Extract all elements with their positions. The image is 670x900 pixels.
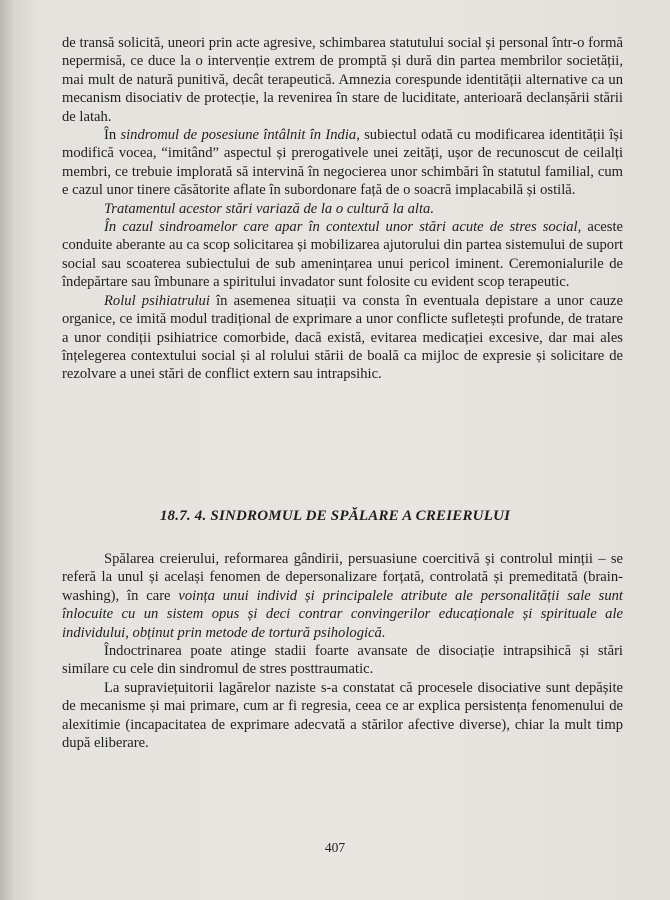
italic-run: voința unui individ și principalele atribute ale personalității sale sunt înlocuite cu un sistem opus și deci contrar convingerilor educaționale și spirituale ale individului, obținut prin metode de tortură psihologică. [62,587,623,641]
text-run: , subiectul odată cu modificarea identității își modifică vocea, “imitând” aspectul și prerogativele unei zeități, ușor de recunoscut de ceilalți membri, ce trebuie implorată să intervină în negocierea unor schimbări în statutul familial, cum e cazul unor tinere căsătorite aflate în subordonare față de o soacră implacabilă și ostilă. [62,127,624,199]
text-run: În [104,127,121,144]
section-paragraph-1 [62,550,623,642]
page-number: 407 [324,840,346,855]
italic-run: Tratamentul acestor stări variază de la o cultură la alta. [104,200,434,217]
italic-run: Rolul psihiatrului [104,292,210,309]
section-paragraph-2 [62,642,623,679]
paragraph-4 [62,218,623,292]
text-run: în asemenea situații va consta în eventuala depistare a unor cauze organice, ce imită modul tradițional de exprimare a unor conflicte sufletești profunde, de tratare a unor condiții psihiatrice comorbide, dacă există, evitarea medicației excesive, dar mai ales înțelegerea contextului social și al rolului stării de boală ca mijloc de expresie și solicitare de rezolvare a unei stări de conflict extern sau intrapsihic. [62,292,623,383]
paragraph-2 [62,126,623,200]
text-run: Spălarea creierului, reformarea gândirii, persuasiune coercitivă și controlul minții – se referă la unul și același fenomen de depersonalizare forțată, controlată și premeditată (brain-washing), în care [62,551,623,604]
text-run: , aceste conduite aberante au ca scop solicitarea și mobilizarea ajutorului din partea sistemului de suport social sau scoaterea subiectului de sub amenințarea unui pericol iminent. Ceremonialurile de îndepărtare sau îmbunare a spiritului invadator sunt folosite cu evident scop terapeutic. [62,219,623,291]
paragraph-5 [62,292,623,384]
text-run: Îndoctrinarea poate atinge stadii foarte avansate de disociație intrapsihică și stări similare cu cele din sindromul de stres posttraumatic. [62,643,623,678]
section-paragraph-3 [62,679,623,753]
text-run: de transă solicită, uneori prin acte agresive, schimbarea statutului social și personal într-o formă nepermisă, ce duce la o intervenție extrem de promptă și dură din partea membrilor societății, mai mult de natură punitivă, decât terapeutică. Amnezia corespunde identității alternative ca un mecanism disociativ de protecție, la revenirea în stare de luciditate, anterioară declanșării stării de latah. [62,35,623,125]
paragraph-3 [62,200,623,218]
text-run: La supraviețuitorii lagărelor naziste s-a constatat că procesele disociative sunt depășite de mecanisme și mai primare, cum ar fi regresia, ceea ce ar explica persistența fenomenului de alexitimie (incapacitatea de exprimare adecvată a stărilor afective diverse), chiar la mult timp după eliberare. [62,679,623,752]
italic-run: sindromul de posesiune întâlnit în India [120,127,357,144]
section-heading: 18.7. 4. SINDROMUL DE SPĂLARE A CREIERULUI [159,508,511,524]
body-text [62,34,623,384]
section-body [62,550,623,752]
paragraph-1 [62,34,623,126]
italic-run: În cazul sindroamelor care apar în contextul unor stări acute de stres social [104,219,578,236]
